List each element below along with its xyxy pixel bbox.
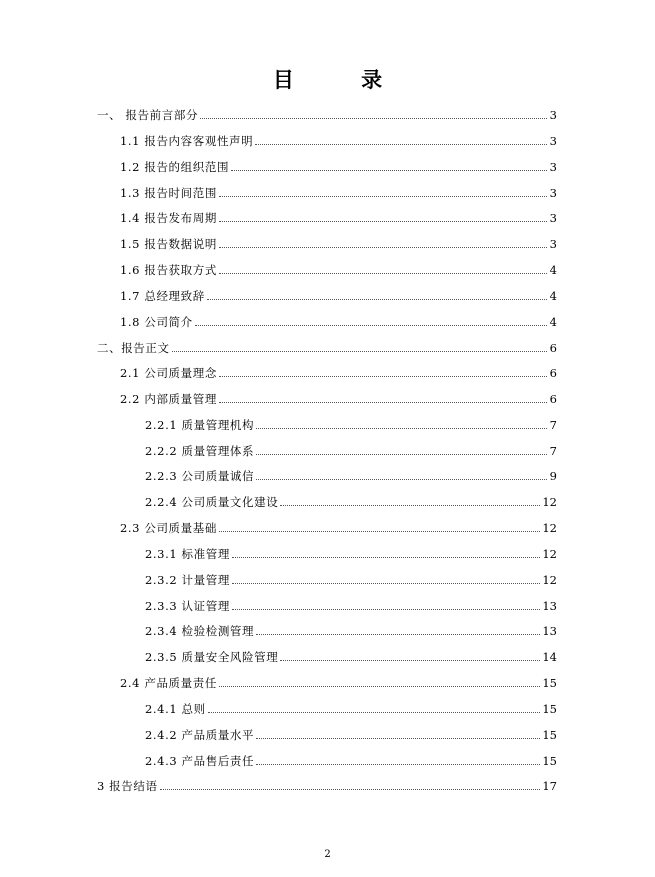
toc-entry[interactable] [145,542,557,562]
toc-entry-label: 2.2.1 质量管理机构 [145,418,255,432]
dot-leader [200,118,547,119]
toc-entry-label: 2.2 内部质量管理 [120,392,217,406]
toc-entry-page: 7 [549,418,557,432]
toc-entry-label: 2.3.5 质量安全风险管理 [145,650,279,664]
toc-entry-page: 4 [549,263,557,277]
toc-entry[interactable] [120,361,557,381]
toc-entry-page: 12 [542,495,557,509]
dot-leader [231,170,547,171]
dot-leader [280,660,540,661]
toc-entry-label: 二、报告正文 [97,341,170,355]
toc-entry-page: 13 [542,624,557,638]
toc-entry[interactable] [145,723,557,743]
toc-entry-label: 1.7 总经理致辞 [120,289,205,303]
toc-entry[interactable] [145,490,557,510]
toc-entry-label: 2.3.1 标准管理 [145,547,230,561]
toc-entry[interactable] [145,645,557,665]
toc-entry[interactable] [145,697,557,717]
toc-entry-label: 1.2 报告的组织范围 [120,160,230,174]
dot-leader [219,686,540,687]
toc-entry-page: 3 [549,186,557,200]
dot-leader [232,557,540,558]
toc-entry-label: 1.4 报告发布周期 [120,211,217,225]
toc-entry[interactable] [120,129,557,149]
dot-leader [172,351,547,352]
toc-entry-page: 3 [549,108,557,122]
toc-entry-page: 3 [549,160,557,174]
toc-entry-label: 3 报告结语 [97,779,158,793]
toc-entry-page: 4 [549,315,557,329]
toc-entry-label: 1.5 报告数据说明 [120,237,217,251]
toc-entry[interactable] [120,206,557,226]
toc-entry-label: 2.2.3 公司质量诚信 [145,469,255,483]
dot-leader [232,583,540,584]
toc-entry-label: 2.1 公司质量理念 [120,366,217,380]
toc-title: 目 录 [272,67,413,92]
toc-entry-label: 1.8 公司简介 [120,315,193,329]
dot-leader [219,247,547,248]
dot-leader [219,376,547,377]
toc-entry[interactable] [120,232,557,252]
toc-entry-page: 3 [549,237,557,251]
toc-entry[interactable] [145,749,557,769]
dot-leader [280,505,540,506]
dot-leader [256,634,540,635]
toc-entry-label: 2.4.3 产品售后责任 [145,754,255,768]
dot-leader [219,273,547,274]
toc-entry[interactable] [145,568,557,588]
toc-entry-page: 15 [542,702,557,716]
toc-entry-page: 6 [549,341,557,355]
toc-entry-label: 1.3 报告时间范围 [120,186,217,200]
dot-leader [160,789,541,790]
dot-leader [256,738,540,739]
toc-entry[interactable] [145,413,557,433]
toc-entry[interactable] [145,439,557,459]
toc-entry-page: 15 [542,754,557,768]
toc-entry-label: 2.4 产品质量责任 [120,676,217,690]
dot-leader [219,531,540,532]
toc-entry[interactable] [97,774,557,794]
toc-entry-label: 2.4.2 产品质量水平 [145,728,255,742]
toc-entry[interactable] [145,594,557,614]
toc-entry[interactable] [120,387,557,407]
toc-entry-page: 14 [542,650,557,664]
toc-entry-page: 12 [542,521,557,535]
toc-entry[interactable] [120,181,557,201]
toc-entry[interactable] [145,619,557,639]
toc-entry-page: 4 [549,289,557,303]
toc-entry-label: 2.2.4 公司质量文化建设 [145,495,279,509]
toc-entry-page: 6 [549,392,557,406]
dot-leader [256,454,547,455]
toc-entry-page: 15 [542,676,557,690]
toc-entry-label: 2.2.2 质量管理体系 [145,444,255,458]
toc-entry-label: 2.3.2 计量管理 [145,573,230,587]
toc-entry[interactable] [120,310,557,330]
toc-entry[interactable] [120,258,557,278]
toc-entry[interactable] [120,284,557,304]
dot-leader [219,196,547,197]
toc-entry-label: 2.4.1 总则 [145,702,206,716]
toc-entry-label: 一、 报告前言部分 [97,108,199,122]
toc-entry[interactable] [97,336,557,356]
dot-leader [232,609,540,610]
toc-entry-page: 13 [542,599,557,613]
toc-entry-label: 1.1 报告内容客观性声明 [120,134,254,148]
toc-entry-page: 12 [542,573,557,587]
toc-entry[interactable] [145,464,557,484]
dot-leader [208,712,541,713]
dot-leader [255,144,547,145]
toc-entry-page: 15 [542,728,557,742]
page-number: 2 [324,849,331,860]
toc-entry-label: 2.3.4 检验检测管理 [145,624,255,638]
toc-entry[interactable] [97,103,557,123]
toc-entry[interactable] [120,516,557,536]
toc-entry-page: 12 [542,547,557,561]
toc-entry-label: 2.3 公司质量基础 [120,521,217,535]
dot-leader [219,402,547,403]
dot-leader [207,299,547,300]
dot-leader [195,325,547,326]
toc-entry-label: 2.3.3 认证管理 [145,599,230,613]
toc-entry[interactable] [120,671,557,691]
toc-entry-page: 6 [549,366,557,380]
dot-leader [256,479,547,480]
toc-entry-page: 3 [549,134,557,148]
dot-leader [256,428,547,429]
dot-leader [219,221,547,222]
toc-entry-page: 7 [549,444,557,458]
toc-entry-label: 1.6 报告获取方式 [120,263,217,277]
dot-leader [256,764,540,765]
toc-entry-page: 3 [549,211,557,225]
toc-entry[interactable] [120,155,557,175]
toc-entry-page: 17 [542,779,557,793]
toc-entry-page: 9 [549,469,557,483]
